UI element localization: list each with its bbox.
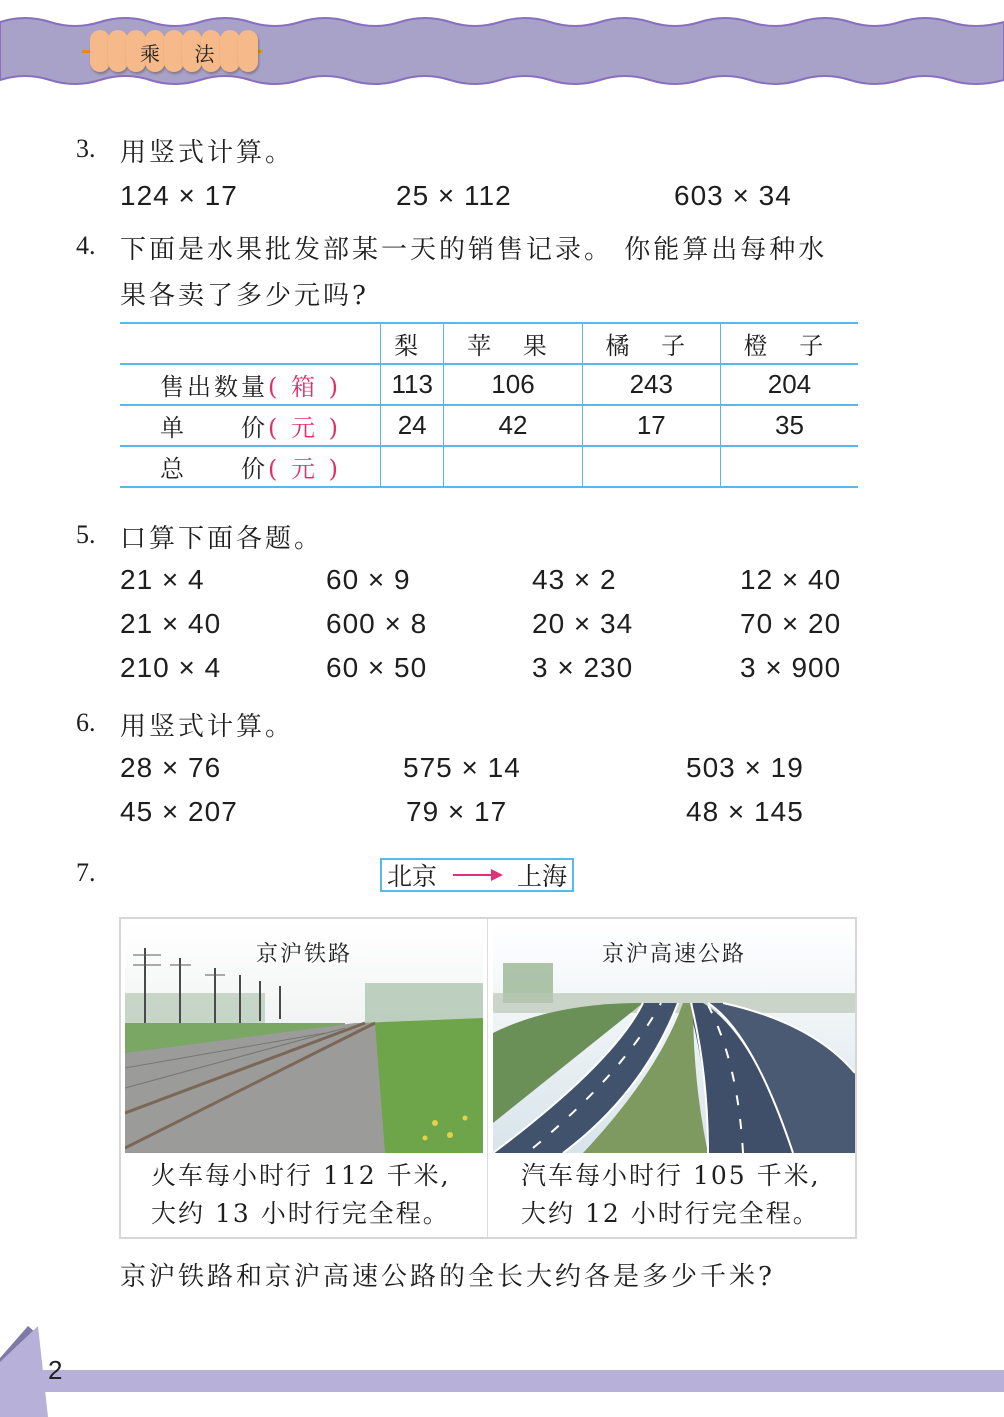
answer-cell[interactable]	[381, 446, 444, 487]
table-cell: 24	[381, 405, 444, 446]
question-number: 4.	[76, 231, 96, 260]
expression: 45 × 207	[120, 796, 238, 827]
expression: 48 × 145	[686, 796, 804, 827]
row-unit: ( 元 )	[268, 455, 341, 483]
expression: 43 × 2	[532, 564, 617, 595]
question-number: 6.	[76, 708, 96, 737]
answer-cell[interactable]	[720, 446, 858, 487]
table-cell: 35	[720, 405, 858, 446]
arrow-right-icon	[453, 874, 501, 876]
expression: 210 × 4	[120, 652, 222, 683]
sales-table	[120, 322, 858, 488]
highway-photo	[493, 923, 855, 1153]
expression: 21 × 40	[120, 608, 222, 639]
question-number: 7.	[76, 858, 96, 887]
column-header: 梨	[381, 323, 444, 364]
table-corner-cell	[120, 323, 381, 364]
table-cell: 204	[720, 364, 858, 405]
table-row	[120, 405, 858, 446]
expression: 60 × 9	[326, 564, 411, 595]
table-row	[120, 364, 858, 405]
expression: 21 × 4	[120, 564, 205, 595]
answer-cell[interactable]	[444, 446, 582, 487]
question-prompt: 果各卖了多少元吗?	[120, 281, 369, 311]
table-header-row	[120, 323, 858, 364]
highway-description: 汽车每小时行 105 千米, 大约 12 小时行完全程。	[521, 1161, 821, 1228]
question-prompt: 用竖式计算。	[120, 712, 295, 742]
photo-caption: 京沪铁路	[255, 942, 352, 967]
question-number: 3.	[76, 134, 96, 163]
column-header: 橘 子	[582, 323, 720, 364]
table-cell: 17	[582, 405, 720, 446]
railway-description: 火车每小时行 112 千米, 大约 13 小时行完全程。	[151, 1161, 451, 1228]
question-number: 5.	[76, 520, 96, 549]
table-cell: 243	[582, 364, 720, 405]
panel-divider	[487, 919, 488, 1237]
row-label: 单 价( 元 )	[120, 405, 381, 446]
expression: 70 × 20	[740, 608, 842, 639]
question-prompt: 口算下面各题。	[120, 524, 324, 554]
route-to: 上海	[516, 862, 567, 891]
expression: 3 × 900	[740, 652, 842, 683]
route-from: 北京	[387, 862, 438, 891]
expression: 3 × 230	[532, 652, 634, 683]
photo-caption: 京沪高速公路	[601, 942, 746, 967]
table-cell: 106	[444, 364, 582, 405]
question-prompt: 京沪铁路和京沪高速公路的全长大约各是多少千米?	[120, 1262, 775, 1292]
expression: 60 × 50	[326, 652, 428, 683]
expression: 503 × 19	[686, 752, 804, 783]
expression: 25 × 112	[396, 180, 512, 211]
question-prompt: 下面是水果批发部某一天的销售记录。 你能算出每种水	[120, 235, 828, 265]
row-unit: ( 箱 )	[268, 373, 341, 401]
expression: 28 × 76	[120, 752, 222, 783]
row-unit: ( 元 )	[268, 414, 341, 442]
answer-cell[interactable]	[582, 446, 720, 487]
row-label: 售出数量( 箱 )	[120, 364, 381, 405]
table-cell: 42	[444, 405, 582, 446]
question-prompt: 用竖式计算。	[120, 138, 295, 168]
chapter-title: 乘 法	[140, 42, 229, 66]
column-header: 橙 子	[720, 323, 858, 364]
expression: 12 × 40	[740, 564, 842, 595]
railway-photo	[125, 923, 483, 1153]
route-label	[380, 858, 574, 892]
route-comparison-panel	[119, 917, 857, 1239]
expression: 603 × 34	[674, 180, 792, 211]
expression: 124 × 17	[120, 180, 238, 211]
footer-band	[0, 1310, 1004, 1417]
table-cell: 113	[381, 364, 444, 405]
column-header: 苹 果	[444, 323, 582, 364]
table-row	[120, 446, 858, 487]
expression: 600 × 8	[326, 608, 428, 639]
expression: 575 × 14	[403, 752, 521, 783]
row-label: 总 价( 元 )	[120, 446, 381, 487]
expression: 20 × 34	[532, 608, 634, 639]
expression: 79 × 17	[406, 796, 508, 827]
page-number: 2	[48, 1355, 63, 1385]
